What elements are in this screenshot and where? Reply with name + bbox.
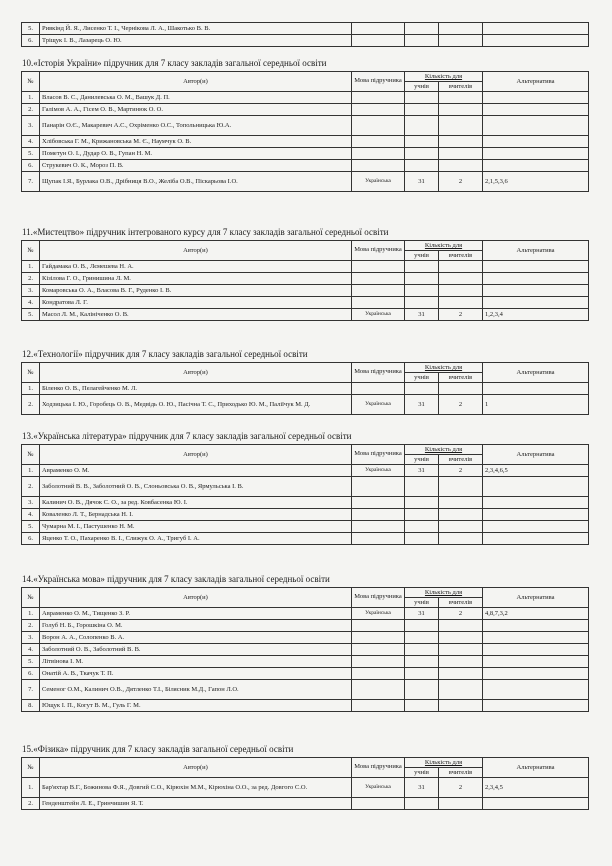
row-language — [352, 509, 405, 521]
table-row — [22, 383, 589, 395]
row-students — [405, 668, 439, 680]
row-language — [352, 273, 405, 285]
row-alternative: 2,1,5,3,6 — [483, 172, 589, 192]
row-language — [352, 383, 405, 395]
row-alternative — [483, 273, 589, 285]
row-number: 4. — [22, 644, 40, 656]
row-teachers: 2 — [439, 465, 483, 477]
row-number: 2. — [22, 620, 40, 632]
row-author: Чумарна М. І., Пастушенко Н. М. — [40, 521, 352, 533]
row-alternative: 2,3,4,5 — [483, 778, 589, 798]
table-row — [22, 465, 589, 477]
row-language — [352, 521, 405, 533]
row-language — [352, 477, 405, 497]
row-students: 31 — [405, 465, 439, 477]
row-students — [405, 497, 439, 509]
row-number: 1. — [22, 383, 40, 395]
row-author: Бар'яхтар В.Г., Божинова Ф.Я., Довгий С.О., Кірюхін М.М., Кірюхіна О.О., за ред. Довгого С.О. — [40, 778, 352, 798]
table-row — [22, 92, 589, 104]
row-alternative — [483, 261, 589, 273]
table-row — [22, 700, 589, 712]
header-teachers: вчителів — [439, 373, 483, 383]
row-teachers — [439, 297, 483, 309]
header-author: Автор(и) — [40, 445, 352, 465]
header-alternative: Альтернатива — [483, 363, 589, 383]
header-alternative: Альтернатива — [483, 758, 589, 778]
table-row — [22, 497, 589, 509]
row-number: 6. — [22, 668, 40, 680]
section-title-art: 11.«Мистецтво» підручник інтегрованого курсу для 7 класу закладів загальної середньої освіти — [22, 227, 389, 237]
row-number: 7. — [22, 172, 40, 192]
header-alternative: Альтернатива — [483, 72, 589, 92]
row-author: Калинич О. В., Дячок С. О., за ред. Ковбасенка Ю. І. — [40, 497, 352, 509]
row-alternative — [483, 509, 589, 521]
table-row — [22, 297, 589, 309]
header-quantity: Кількість для — [405, 363, 483, 373]
header-number: № — [22, 72, 40, 92]
row-alternative — [483, 497, 589, 509]
row-number: 2. — [22, 798, 40, 810]
table-row — [22, 680, 589, 700]
row-students — [405, 798, 439, 810]
row-alternative — [483, 668, 589, 680]
row-author: Онатій А. В., Ткачук Т. П. — [40, 668, 352, 680]
header-author: Автор(и) — [40, 758, 352, 778]
header-teachers: вчителів — [439, 455, 483, 465]
row-language — [352, 632, 405, 644]
table-row — [22, 644, 589, 656]
table-row — [22, 160, 589, 172]
header-teachers: вчителів — [439, 598, 483, 608]
row-teachers — [439, 620, 483, 632]
row-students: 31 — [405, 172, 439, 192]
row-students — [405, 533, 439, 545]
table-row — [22, 136, 589, 148]
row-language — [352, 104, 405, 116]
row-alternative — [483, 656, 589, 668]
table-row — [22, 35, 589, 47]
table-row — [22, 116, 589, 136]
table-row — [22, 273, 589, 285]
table-technology — [21, 362, 589, 415]
row-teachers — [439, 668, 483, 680]
row-number: 1. — [22, 465, 40, 477]
header-students: учнів — [405, 82, 439, 92]
row-number: 3. — [22, 497, 40, 509]
header-language: Мова підручника — [352, 445, 405, 465]
row-author: Яценко Т. О., Пахаренко В. І., Слижук О. А., Тригуб І. А. — [40, 533, 352, 545]
row-language: Українська — [352, 465, 405, 477]
row-students — [405, 521, 439, 533]
section-title-history: 10.«Історія України» підручник для 7 класу закладів загальної середньої освіти — [22, 58, 327, 68]
row-alternative — [483, 620, 589, 632]
row-teachers — [439, 477, 483, 497]
row-author: Кондратова Л. Г. — [40, 297, 352, 309]
row-language — [352, 533, 405, 545]
row-author: Масол Л. М., Калініченко О. В. — [40, 309, 352, 321]
table-row — [22, 285, 589, 297]
row-students — [405, 160, 439, 172]
row-number: 1. — [22, 608, 40, 620]
row-teachers — [439, 148, 483, 160]
row-students — [405, 509, 439, 521]
row-author: Заболотний В. В., Заболотний О. В., Слоньовська О. В., Ярмульська І. В. — [40, 477, 352, 497]
row-language — [352, 160, 405, 172]
row-author: Тріщук І. В., Лазарець О. Ю. — [40, 35, 352, 47]
table-row — [22, 104, 589, 116]
row-author: Семеног О.М., Калинич О.В., Дятленко Т.І., Білясник М.Д., Гапон Л.О. — [40, 680, 352, 700]
table-row — [22, 521, 589, 533]
row-teachers — [439, 533, 483, 545]
table-physics — [21, 757, 589, 810]
row-language — [352, 680, 405, 700]
row-number: 7. — [22, 680, 40, 700]
row-students — [405, 23, 439, 35]
row-alternative — [483, 632, 589, 644]
row-author: Галімов А. А., Гісем О. В., Мартинюк О. О. — [40, 104, 352, 116]
row-number: 8. — [22, 700, 40, 712]
row-author: Ривкінд Й. Я., Лисенко Т. І., Чернікова Л. А., Шакотько В. В. — [40, 23, 352, 35]
row-number: 1. — [22, 261, 40, 273]
row-number: 6. — [22, 160, 40, 172]
row-teachers — [439, 285, 483, 297]
row-alternative — [483, 116, 589, 136]
section-title-literature: 13.«Українська література» підручник для 7 класу закладів загальної середньої освіти — [22, 431, 352, 441]
table-row — [22, 23, 589, 35]
row-teachers — [439, 273, 483, 285]
row-teachers — [439, 680, 483, 700]
row-students — [405, 297, 439, 309]
header-teachers: вчителів — [439, 768, 483, 778]
row-alternative — [483, 533, 589, 545]
row-students — [405, 92, 439, 104]
row-number: 1. — [22, 92, 40, 104]
header-quantity: Кількість для — [405, 72, 483, 82]
row-number: 4. — [22, 136, 40, 148]
row-number: 5. — [22, 521, 40, 533]
row-teachers — [439, 497, 483, 509]
header-students: учнів — [405, 598, 439, 608]
row-students — [405, 700, 439, 712]
row-author: Кізілова Г. О., Гринишина Л. М. — [40, 273, 352, 285]
table-row — [22, 668, 589, 680]
row-teachers — [439, 632, 483, 644]
row-alternative: 1 — [483, 395, 589, 415]
row-author: Ходзицька І. Ю., Горобець О. В., Медвідь О. Ю., Пасічна Т. С., Приходько Ю. М., Паліїчук М. Д. — [40, 395, 352, 415]
row-students — [405, 644, 439, 656]
row-teachers — [439, 383, 483, 395]
row-number: 5. — [22, 148, 40, 160]
row-alternative — [483, 285, 589, 297]
row-number: 3. — [22, 116, 40, 136]
row-language — [352, 656, 405, 668]
row-number: 2. — [22, 273, 40, 285]
row-alternative — [483, 92, 589, 104]
row-number: 1. — [22, 778, 40, 798]
row-author: Заболотний О. В., Заболотний В. В. — [40, 644, 352, 656]
row-students: 31 — [405, 778, 439, 798]
row-alternative — [483, 136, 589, 148]
table-ukrainian-language — [21, 587, 589, 712]
header-students: учнів — [405, 768, 439, 778]
row-language: Українська — [352, 395, 405, 415]
table-row — [22, 509, 589, 521]
header-alternative: Альтернатива — [483, 588, 589, 608]
row-language — [352, 798, 405, 810]
header-language: Мова підручника — [352, 588, 405, 608]
header-number: № — [22, 241, 40, 261]
row-alternative — [483, 700, 589, 712]
row-number: 2. — [22, 104, 40, 116]
row-teachers — [439, 116, 483, 136]
row-alternative — [483, 104, 589, 116]
row-author: Власов В. С., Данилевська О. М., Вашук Д. П. — [40, 92, 352, 104]
row-teachers — [439, 160, 483, 172]
row-number: 6. — [22, 35, 40, 47]
row-alternative — [483, 297, 589, 309]
row-alternative: 1,2,3,4 — [483, 309, 589, 321]
row-students — [405, 148, 439, 160]
row-students — [405, 273, 439, 285]
row-alternative — [483, 644, 589, 656]
row-teachers — [439, 104, 483, 116]
table-row — [22, 148, 589, 160]
row-teachers — [439, 798, 483, 810]
table-row — [22, 632, 589, 644]
row-students — [405, 680, 439, 700]
row-author: Літвінова І. М. — [40, 656, 352, 668]
header-number: № — [22, 588, 40, 608]
row-language: Українська — [352, 778, 405, 798]
header-alternative: Альтернатива — [483, 241, 589, 261]
row-students: 31 — [405, 309, 439, 321]
row-language — [352, 700, 405, 712]
row-students — [405, 477, 439, 497]
header-author: Автор(и) — [40, 72, 352, 92]
row-alternative — [483, 521, 589, 533]
header-teachers: вчителів — [439, 251, 483, 261]
row-alternative — [483, 148, 589, 160]
row-alternative: 4,8,7,3,2 — [483, 608, 589, 620]
row-teachers: 2 — [439, 395, 483, 415]
row-students: 31 — [405, 395, 439, 415]
row-number: 5. — [22, 23, 40, 35]
header-quantity: Кількість для — [405, 588, 483, 598]
row-language — [352, 23, 405, 35]
table-row — [22, 608, 589, 620]
row-author: Пометун О. І., Дудар О. В., Гупан Н. М. — [40, 148, 352, 160]
row-number: 4. — [22, 297, 40, 309]
row-students — [405, 620, 439, 632]
header-language: Мова підручника — [352, 363, 405, 383]
header-teachers: вчителів — [439, 82, 483, 92]
row-author: Струкевич О. К., Мороз П. В. — [40, 160, 352, 172]
row-number: 3. — [22, 285, 40, 297]
row-language — [352, 668, 405, 680]
row-alternative — [483, 798, 589, 810]
row-alternative — [483, 23, 589, 35]
row-language — [352, 261, 405, 273]
row-language — [352, 92, 405, 104]
table-history — [21, 71, 589, 192]
row-author: Хлібовська Г. М., Крижановська М. Є., Наумчук О. В. — [40, 136, 352, 148]
row-author: Генденштейн Л. Е., Гринчишин Я. Т. — [40, 798, 352, 810]
row-author: Авраменко О. М., Тищенко З. Р. — [40, 608, 352, 620]
row-students — [405, 136, 439, 148]
header-number: № — [22, 758, 40, 778]
section-title-technology: 12.«Технології» підручник для 7 класу закладів загальної середньої освіти — [22, 349, 308, 359]
table-row — [22, 395, 589, 415]
row-number: 2. — [22, 395, 40, 415]
row-teachers — [439, 92, 483, 104]
header-number: № — [22, 363, 40, 383]
header-alternative: Альтернатива — [483, 445, 589, 465]
header-students: учнів — [405, 373, 439, 383]
row-language — [352, 644, 405, 656]
row-alternative — [483, 160, 589, 172]
table-row — [22, 533, 589, 545]
row-students — [405, 104, 439, 116]
row-author: Комаровська О. А., Власова В. Г., Руденко І. В. — [40, 285, 352, 297]
header-language: Мова підручника — [352, 758, 405, 778]
row-language — [352, 136, 405, 148]
row-number: 2. — [22, 477, 40, 497]
table-art — [21, 240, 589, 321]
row-language — [352, 148, 405, 160]
header-quantity: Кількість для — [405, 445, 483, 455]
row-language — [352, 297, 405, 309]
row-number: 4. — [22, 509, 40, 521]
table-row — [22, 261, 589, 273]
row-teachers: 2 — [439, 778, 483, 798]
row-teachers — [439, 509, 483, 521]
row-language — [352, 35, 405, 47]
row-language: Українська — [352, 172, 405, 192]
row-students — [405, 261, 439, 273]
table-row — [22, 309, 589, 321]
row-language: Українська — [352, 608, 405, 620]
row-alternative — [483, 477, 589, 497]
header-quantity: Кількість для — [405, 241, 483, 251]
row-teachers — [439, 644, 483, 656]
header-students: учнів — [405, 251, 439, 261]
row-teachers — [439, 521, 483, 533]
row-author: Коваленко Л. Т., Бернадська Н. І. — [40, 509, 352, 521]
row-teachers: 2 — [439, 608, 483, 620]
row-teachers — [439, 700, 483, 712]
table-row — [22, 778, 589, 798]
row-students — [405, 383, 439, 395]
table-row — [22, 798, 589, 810]
row-author: Щупак І.Я., Бурлака О.В., Дрібниця В.О., Желіба О.В., Піскарьова І.О. — [40, 172, 352, 192]
row-author: Ворон А. А., Солопенко В. А. — [40, 632, 352, 644]
row-language — [352, 116, 405, 136]
row-teachers — [439, 23, 483, 35]
row-number: 3. — [22, 632, 40, 644]
row-students — [405, 656, 439, 668]
header-students: учнів — [405, 455, 439, 465]
row-students: 31 — [405, 608, 439, 620]
header-author: Автор(и) — [40, 588, 352, 608]
row-alternative: 2,3,4,6,5 — [483, 465, 589, 477]
row-author: Голуб Н. Б., Горошкіна О. М. — [40, 620, 352, 632]
table-row — [22, 620, 589, 632]
table-literature — [21, 444, 589, 545]
row-language — [352, 620, 405, 632]
row-language — [352, 285, 405, 297]
row-alternative — [483, 680, 589, 700]
row-author: Ющук І. П., Когут В. М., Гуль Г. М. — [40, 700, 352, 712]
row-teachers — [439, 261, 483, 273]
row-alternative — [483, 383, 589, 395]
section-title-ukrainian-language: 14.«Українська мова» підручник для 7 класу закладів загальної середньої освіти — [22, 574, 330, 584]
row-teachers — [439, 136, 483, 148]
header-author: Автор(и) — [40, 363, 352, 383]
row-number: 6. — [22, 533, 40, 545]
row-students — [405, 116, 439, 136]
table-row — [22, 656, 589, 668]
row-students — [405, 285, 439, 297]
row-number: 5. — [22, 656, 40, 668]
row-author: Біленко О. В., Пелагейченко М. Л. — [40, 383, 352, 395]
header-language: Мова підручника — [352, 241, 405, 261]
row-students — [405, 632, 439, 644]
section-title-physics: 15.«Фізика» підручник для 7 класу закладів загальної середньої освіти — [22, 744, 294, 754]
header-author: Автор(и) — [40, 241, 352, 261]
table-top-continuation — [21, 22, 589, 47]
header-number: № — [22, 445, 40, 465]
table-row — [22, 172, 589, 192]
row-alternative — [483, 35, 589, 47]
row-teachers: 2 — [439, 172, 483, 192]
row-teachers — [439, 35, 483, 47]
table-row — [22, 477, 589, 497]
row-number: 5. — [22, 309, 40, 321]
row-language — [352, 497, 405, 509]
header-quantity: Кількість для — [405, 758, 483, 768]
row-author: Панарін О.Є., Макаревич А.С., Охріменко О.С., Топольницька Ю.А. — [40, 116, 352, 136]
row-author: Авраменко О. М. — [40, 465, 352, 477]
row-author: Гайдамака О. В., Лємешева Н. А. — [40, 261, 352, 273]
row-teachers — [439, 656, 483, 668]
row-students — [405, 35, 439, 47]
row-teachers: 2 — [439, 309, 483, 321]
header-language: Мова підручника — [352, 72, 405, 92]
row-language: Українська — [352, 309, 405, 321]
